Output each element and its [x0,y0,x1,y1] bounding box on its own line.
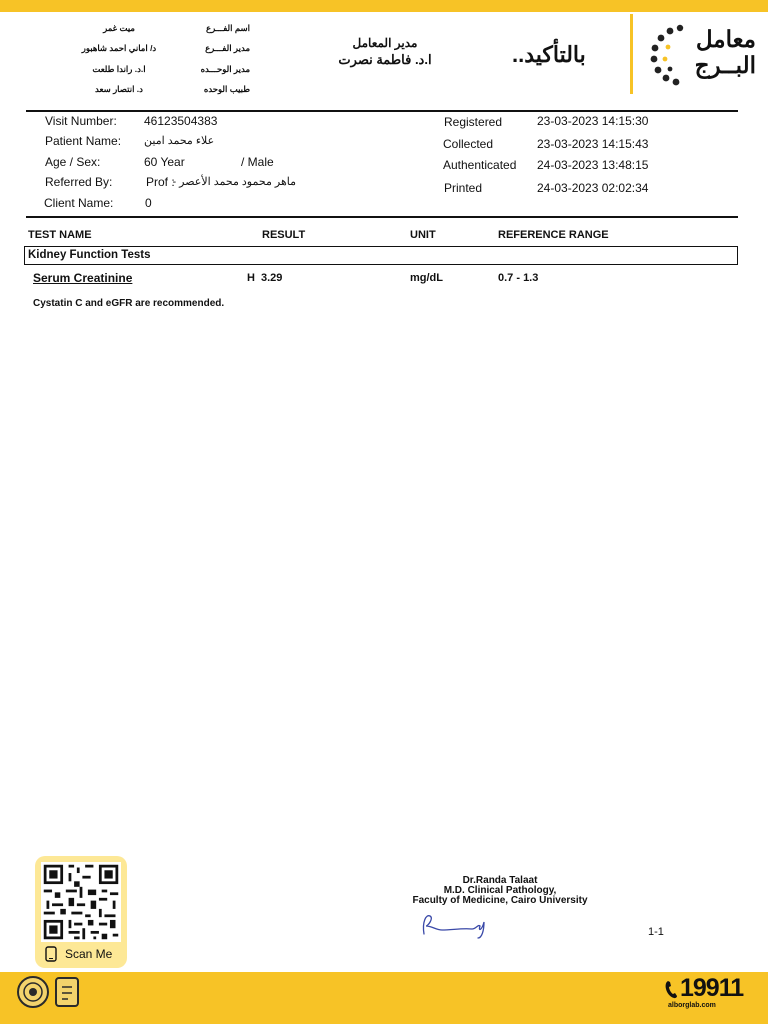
bottom-brand-band [0,972,768,1024]
visit-number: 46123504383 [144,114,218,128]
registered-label: Registered [444,115,503,129]
result-unit: mg/dL [410,272,443,284]
referred-prefix: Prof : [146,175,175,189]
test-group-title: Kidney Function Tests [28,249,151,261]
printed-time: 24-03-2023 02:02:34 [537,181,649,195]
lab-director-title: مدير المعامل [352,36,418,50]
staff-role: اسم الفـــرع [206,22,250,33]
authenticated-label: Authenticated [443,158,517,172]
test-group-header [24,246,738,265]
collected-label: Collected [443,137,494,151]
staff-name: د/ اماني احمد شاهبور [81,43,157,54]
accreditation-seals [16,975,80,1009]
brand-divider [630,14,633,94]
scan-me[interactable] [43,946,112,962]
patient-age: 60 Year [144,155,185,169]
visit-number-label: Visit Number: [45,114,117,128]
printed-label: Printed [444,181,483,195]
reference-range: 0.7 - 1.3 [498,272,539,284]
staff-role: مدير الفـــرع [205,43,250,54]
test-name: Serum Creatinine [33,271,133,285]
header-divider [26,110,738,112]
qr-code-icon [41,862,121,942]
qr-card[interactable] [35,856,127,968]
patient-name-label: Patient Name: [45,134,122,148]
client-name: 0 [145,196,152,210]
website-link[interactable]: alborglab.com [668,1002,716,1009]
scan-phone-icon [43,946,59,962]
collected-time: 23-03-2023 14:15:43 [537,137,649,151]
col-result: RESULT [262,229,306,241]
signer-faculty: Faculty of Medicine, Cairo University [412,895,588,906]
lab-director-name: ا.د. فاطمة نصرت [338,52,432,67]
staff-row [60,80,250,101]
brand-tagline: بالتأكيد.. [512,42,586,67]
report-comment: Cystatin C and eGFR are recommended. [33,298,225,309]
top-brand-band [0,0,768,12]
lab-director [320,36,450,68]
staff-name: ا.د. راندا طلعت [92,63,146,74]
staff-row [60,59,250,80]
col-reference-range: REFERENCE RANGE [498,229,609,241]
accreditation-seal-icon [16,975,50,1009]
col-test-name: TEST NAME [28,229,92,241]
referring-doctor: ماهر محمود محمد الأعصر - [172,176,296,188]
signer-name: Dr.Randa Talaat [462,875,538,886]
signer-block [390,876,610,906]
staff-role: مدير الوحـــده [200,63,250,74]
qr-code[interactable] [41,862,121,942]
patient-name: علاء محمد امين [144,135,215,147]
info-divider [26,216,738,218]
page-number: 1-1 [648,926,664,938]
referred-by-label: Referred By: [45,175,113,189]
col-unit: UNIT [410,229,436,241]
registered-time: 23-03-2023 14:15:30 [537,114,649,128]
hotline-number: 19911 [680,974,744,1002]
signer-title: M.D. Clinical Pathology, [443,885,557,896]
client-name-label: Client Name: [44,196,114,210]
result-value: 3.29 [261,272,283,284]
hotline[interactable] [664,974,743,1003]
patient-sex: / Male [241,155,274,169]
iso-certificate-icon [54,975,80,1009]
staff-row [60,39,250,60]
authenticated-time: 24-03-2023 13:48:15 [537,158,649,172]
staff-name: د. انتصار سعد [95,84,143,95]
scan-me-label: Scan Me [65,947,113,961]
result-flag: H [247,272,255,284]
brand-name [676,26,756,78]
age-sex-label: Age / Sex: [45,155,101,169]
staff-role: طبيب الوحده [203,84,250,95]
staff-row [60,18,250,39]
staff-name: ميت غمر [103,22,135,33]
brand-line-1: معامل [695,26,756,52]
brand-line-2: البــرج [694,52,756,78]
phone-icon [664,978,680,1000]
signature-icon [418,908,498,940]
report-header [0,12,768,108]
branch-staff-list [60,18,250,100]
